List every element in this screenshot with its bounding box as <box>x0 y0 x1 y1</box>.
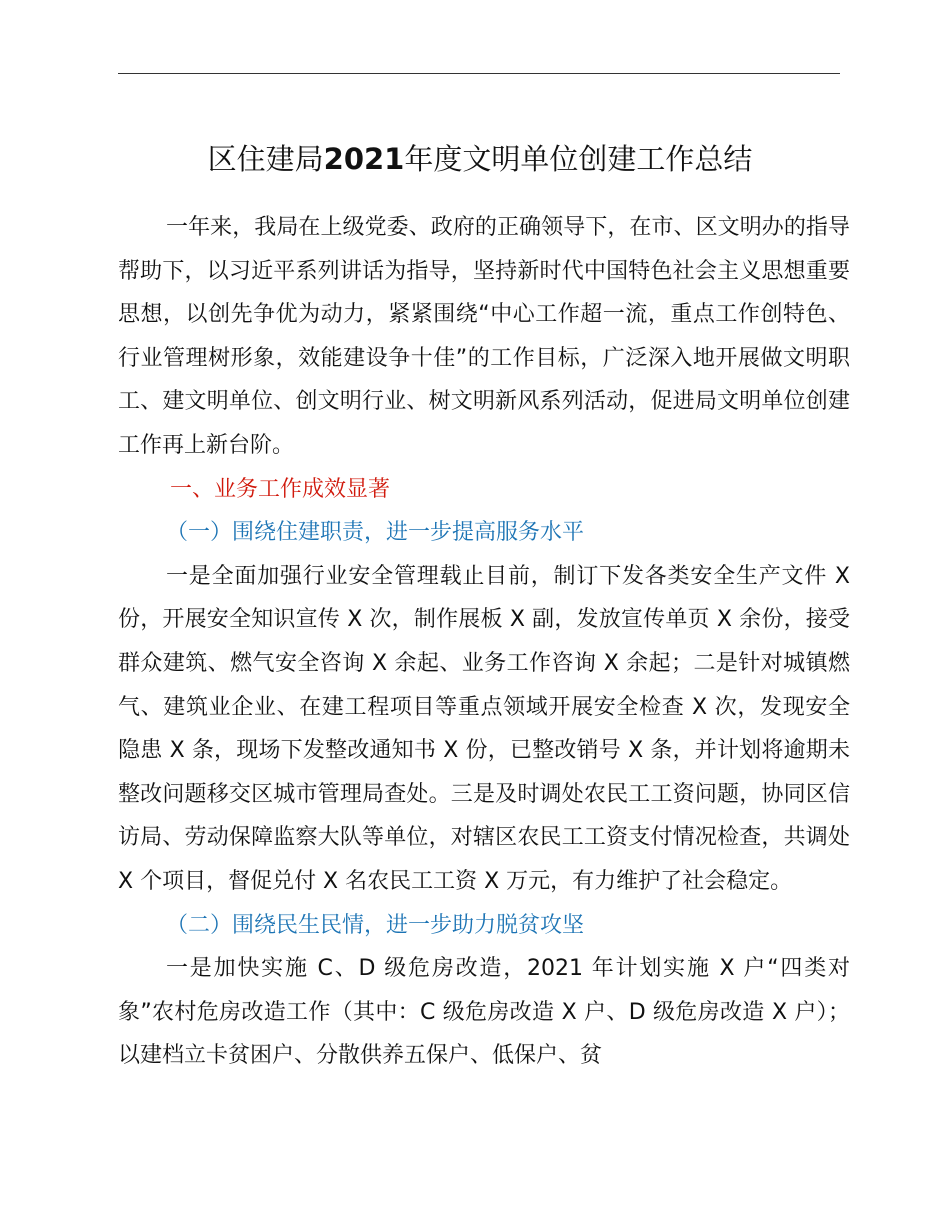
title-prefix: 区住建局 <box>207 142 324 176</box>
title-suffix: 年度文明单位创建工作总结 <box>404 142 753 176</box>
title-year: 2021 <box>323 142 405 176</box>
subsection-heading-2: （二）围绕民生民情，进一步助力脱贫攻坚 <box>166 912 585 938</box>
subsection-2-paragraph: 一是加快实施 C、D 级危房改造，2021 年计划实施 X 户“四类对象”农村危房改造工作（其中：C 级危房改造 X 户、D 级危房改造 X 户）；以建档立卡贫困户、分散供养五保户、低保户、贫 <box>118 956 850 1069</box>
document-body <box>118 206 850 1078</box>
intro-paragraph: 一年来，我局在上级党委、政府的正确领导下，在市、区文明办的指导帮助下，以习近平系列讲话为指导，坚持新时代中国特色社会主义思想重要思想，以创先争优为动力，紧紧围绕“中心工作超一流，重点工作创特色、行业管理树形象，效能建设争十佳”的工作目标，广泛深入地开展做文明职工、建文明单位、创文明行业、树文明新风系列活动，促进局文明单位创建工作再上新台阶。 <box>118 215 850 458</box>
subsection-heading-1: （一）围绕住建职责，进一步提高服务水平 <box>166 520 585 546</box>
subsection-1-paragraph: 一是全面加强行业安全管理载止目前，制订下发各类安全生产文件 X 份，开展安全知识宣传 X 次，制作展板 X 副，发放宣传单页 X 余份，接受群众建筑、燃气安全咨询 X 余起、业务工作咨询 X 余起；二是针对城镇燃气、建筑业企业、在建工程项目等重点领域开展安全检查 X 次，发现安全隐患 X 条，现场下发整改通知书 X 份，已整改销号 X 条，并计划将逾期未整改问题移交区城市管理局查处。三是及时调处农民工工资问题，协同区信访局、劳动保障监察大队等单位，对辖区农民工工资支付情况检查，共调处 X 个项目，督促兑付 X 名农民工工资 X 万元，有力维护了社会稳定。 <box>118 563 850 894</box>
header-rule <box>118 73 840 74</box>
document-title <box>110 135 850 183</box>
section-heading-1: 一、业务工作成效显著 <box>170 476 391 502</box>
